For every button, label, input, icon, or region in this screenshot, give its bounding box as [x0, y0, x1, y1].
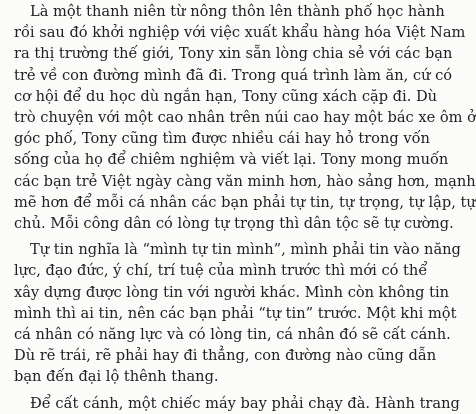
- text-line: góc phố, Tony cũng tìm được nhiều cái hay hỏ trong vốn: [14, 130, 430, 148]
- text-line: mẽ hơn để mỗi cá nhân các bạn phải tự tin, tự trọng, tự lập, tự: [14, 193, 476, 211]
- text-line: cá nhân có năng lực và có lòng tin, cá nhân đó sẽ cất cánh.: [14, 326, 451, 344]
- text-line: chủ. Mỗi công dân có lòng tự trọng thì dân tộc sẽ tự cường.: [14, 215, 454, 233]
- text-line: sống của họ để chiêm nghiệm và viết lại. Tony mong muốn: [14, 151, 449, 169]
- text-line: các bạn trẻ Việt ngày càng văn minh hơn, hào sảng hơn, mạnh: [14, 172, 476, 190]
- text-line: Là một thanh niên từ nông thôn lên thành phố học hành: [30, 3, 445, 20]
- text-line: rồi sau đó khởi nghiệp với việc xuất khẩu hàng hóa Việt Nam: [14, 24, 466, 42]
- text-line: ra thị trường thế giới, Tony xin sẵn lòng chia sẻ với các bạn: [14, 45, 453, 63]
- text-line: trẻ về con đường mình đã đi. Trong quá trình làm ăn, cứ có: [14, 66, 453, 84]
- paragraph-1: [14, 0, 476, 234]
- paragraph-2: [14, 239, 461, 387]
- paragraph-3: [14, 393, 460, 414]
- text-line: bạn đến đại lộ thênh thang.: [14, 368, 219, 386]
- text-line: lực, đạo đức, ý chí, trí tuệ của mình trước thì mới có thể: [14, 262, 428, 280]
- text-line: xây dựng được lòng tin với người khác. Mình còn không tin: [14, 283, 450, 301]
- text-line: Để cất cánh, một chiếc máy bay phải chạy đà. Hành trang: [30, 394, 460, 412]
- text-line: Dù rẽ trái, rẽ phải hay đi thẳng, con đường nào cũng dẫn: [14, 347, 437, 365]
- text-line: Tự tin nghĩa là “mình tự tin mình”, mình phải tin vào năng: [30, 241, 461, 259]
- text-line: cơ hội để du học dù ngắn hạn, Tony cũng xách cặp đi. Dù: [14, 87, 438, 105]
- text-line: trò chuyện với một cao nhân trên núi cao hay một bác xe ôm ở: [14, 109, 476, 127]
- text-line: mình thì ai tin, nên các bạn phải “tự tin” trước. Một khi một: [14, 304, 457, 322]
